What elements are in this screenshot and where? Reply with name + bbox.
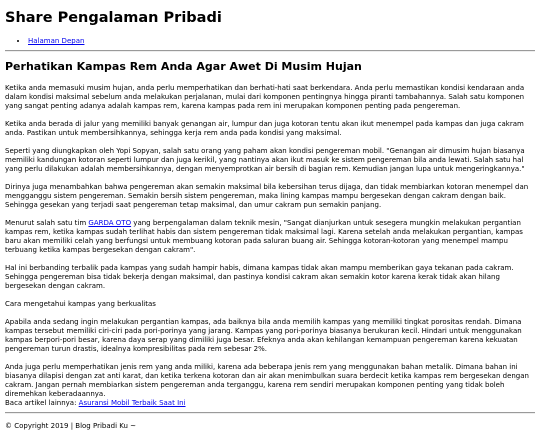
post-title: Perhatikan Kampas Rem Anda Agar Awet Di Musim Hujan: [5, 60, 362, 73]
paragraph: Seperti yang diungkapkan oleh Yopi Sopyan, salah satu orang yang paham akan kondisi pengereman mobil. "Genangan air dimusim hujan biasanya memiliki kandungan kotoran seperti lumpur dan juga kerikil, yang nantinya akan ikut masuk ke sistem pengereman bila anda lewati. Salah satu hal yang perlu dilakukan adalah membersihkannya, dengan menyemprotkan air bersih di bagian rem. Kemudian jangan lupa untuk mengeringkannya.": [5, 147, 525, 173]
paragraph: Dirinya juga menambahkan bahwa pengereman akan semakin maksimal bila kebersihan terus dijaga, dan tidak membiarkan kotoran menempel dan mengganggu sistem pengereman. Semakin bersih sistem pengereman, maka lining kampas mampu bergesekan dengan cakram dengan baik. Sehingga gesekan yang terjadi saat pengereman tetap maksimal, dan umur cakram pun semakin panjang.: [5, 183, 529, 209]
nav-item-home: [28, 37, 535, 46]
footer-divider: [5, 412, 535, 414]
paragraph-text: Menurut salah satu tim: [5, 219, 89, 227]
paragraph: [5, 363, 535, 408]
paragraph: Ketika anda berada di jalur yang memiliki banyak genangan air, lumpur dan juga kotoran tentu akan ikut menempel pada kampas dan juga cakram anda. Pastikan untuk membersihkannya, sehingga kerja rem anda pada kondisi yang maksimal.: [5, 120, 524, 137]
paragraph-with-link: [5, 219, 535, 255]
home-link[interactable]: Halaman Depan: [28, 37, 85, 45]
paragraph: Apabila anda sedang ingin melakukan pergantian kampas, ada baiknya bila anda memilih kampas yang memiliki tingkat porositas rendah. Dimana kampas tersebut memiliki ciri-ciri pada pori-porinya yang jarang. Kampas yang pori-porinya biasanya berukuran kecil. Hindari untuk menggunakan kampas berpori-pori besar, karena daya serap yang dimiliki juga besar. Efeknya anda akan kehilangan kemampuan pengereman karena kekuatan pengereman turun drastis, idealnya kompresibilitas pada rem sebesar 2%.: [5, 318, 522, 353]
read-also-label: Baca artikel lainnya:: [5, 399, 79, 407]
article-body: [5, 84, 535, 408]
paragraph-text: yang berpengalaman dalam teknik mesin, "Sangat dianjurkan untuk sesegera mungkin melakukan pergantian kampas rem, ketika kampas sudah terlihat habis dan sistem pengereman tidak maksimal lagi. Karena setelah anda melakukan pergantian, kampas baru akan memiliki celah yang berfungsi untuk membuang kotoran pada saluran buang air. Sehingga kotoran-kotoran yang menempel mampu terbuang ketika kampas bergesekan dengan cakram".: [5, 219, 523, 254]
read-also-link[interactable]: Asuransi Mobil Terbaik Saat Ini: [78, 399, 186, 407]
paragraph: Ketika anda memasuki musim hujan, anda perlu memperhatikan dan berhati-hati saat berkendara. Anda perlu memastikan kondisi kendaraan anda dalam kondisi maksimal sebelum anda melakukan perjalanan, mulai dari komponen pentingnya hingga piranti tambahannya. Salah satu komponen yang sangat penting adanya adalah kampas rem, karena kampas pada rem ini merupakan komponen penting pada pengereman.: [5, 84, 525, 110]
paragraph: Hal ini berbanding terbalik pada kampas yang sudah hampir habis, dimana kampas tidak akan mampu memberikan gaya tekanan pada cakram. Sehingga pengereman bisa tidak bekerja dengan maksimal, dan pastinya kondisi cakram akan semakin kotor karena kerak tidak akan hilang bergesekan dengan cakram.: [5, 264, 514, 290]
header-divider: [5, 50, 535, 52]
paragraph-text: Anda juga perlu memperhatikan jenis rem yang anda miliki, karena ada beberapa jenis rem yang menggunakan bahan metalik. Dimana bahan ini biasanya dilapisi dengan zat anti karat, dan ketika terkena kotoran dan air akan menimbulkan suara berdecit ketika kampas rem bergesekan dengan cakram. Jangan pernah membiarkan sistem pengereman anda terganggu, karena rem sendiri merupakan komponen penting yang tidak boleh diremehkan keberadaannya.: [5, 363, 529, 398]
section-subheading: Cara mengetahui kampas yang berkualitas: [5, 300, 156, 308]
site-title: Share Pengalaman Pribadi: [5, 10, 222, 26]
site-nav: [5, 37, 535, 46]
footer-copyright: © Copyright 2019 | Blog Pribadi Ku ~: [5, 422, 137, 430]
garda-oto-link[interactable]: GARDA OTO: [88, 219, 132, 227]
